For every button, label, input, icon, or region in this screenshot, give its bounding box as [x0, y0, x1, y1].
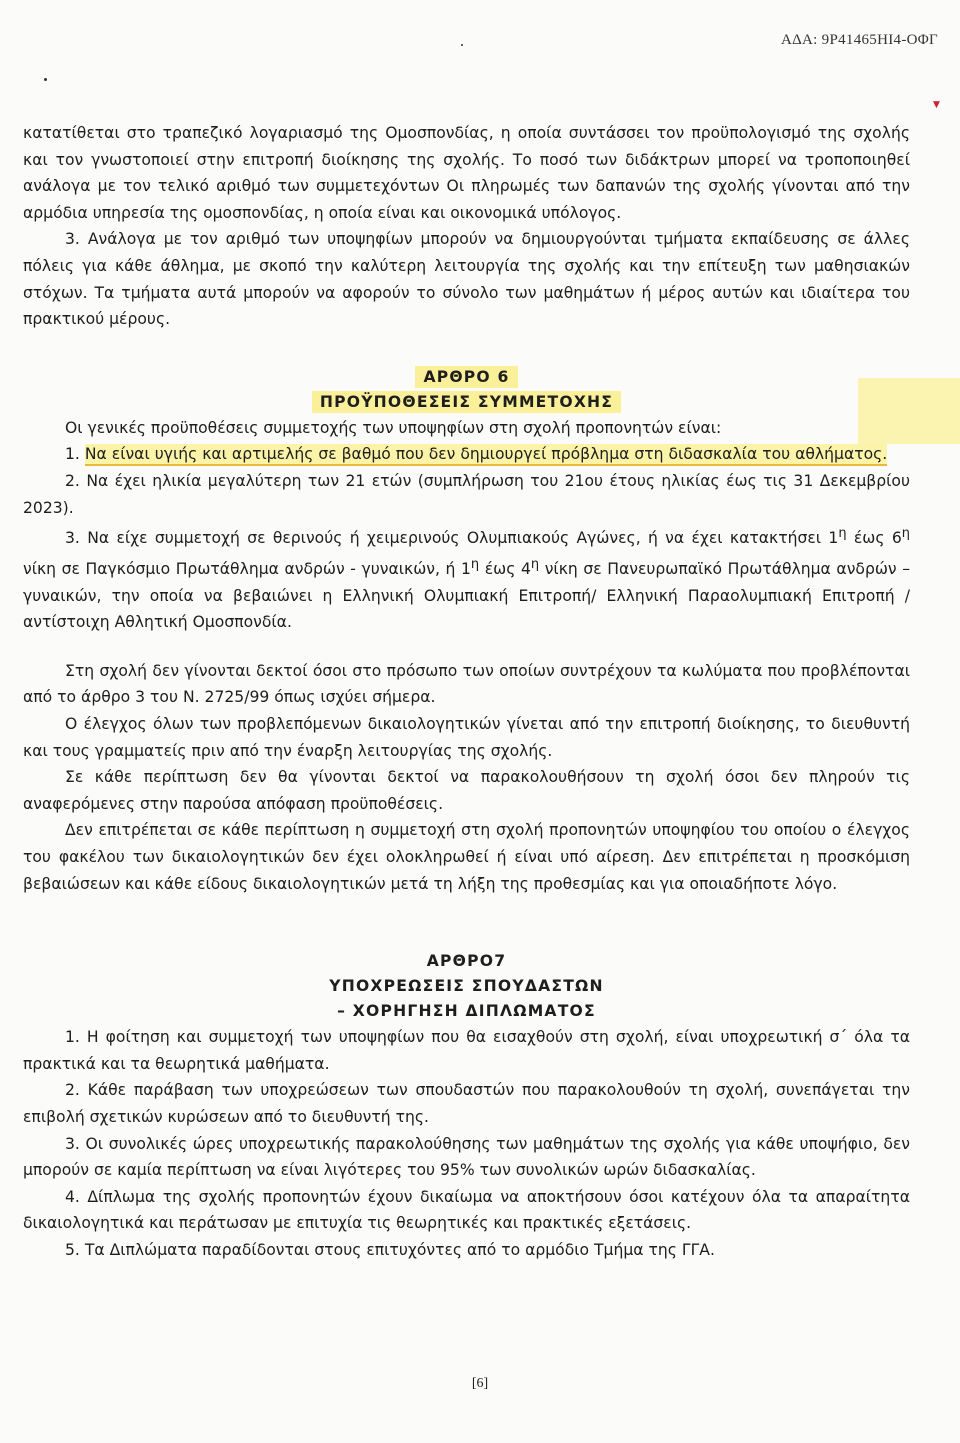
article-7-item: 2. Κάθε παράβαση των υποχρεώσεων των σπουδαστών που παρακολουθούν τη σχολή, συνεπάγεται την επιβολή σχετικών κυρώσεων από το διευθυντή της.: [23, 1081, 910, 1126]
article-6-subtitle: ΠΡΟΫΠΟΘΕΣΕΙΣ ΣΥΜΜΕΤΟΧΗΣ: [23, 390, 910, 415]
scan-dot: [461, 44, 463, 46]
paragraph-not-allowed: Δεν επιτρέπεται σε κάθε περίπτωση η συμμετοχή στη σχολή προπονητών υποψηφίου του οποίου ο έλεγχος του φακέλου των δικαιολογητικών δεν έχει ολοκληρωθεί ή είναι υπό αίρεση. Δεν επιτρέπεται η προσκόμιση βεβαιώσεων και κάθε είδους δικαιολογητικών μετά τη λήξη της προθεσμίας και για οποιαδήποτε λόγο.: [23, 821, 910, 893]
scan-dot: [44, 78, 47, 81]
document-body: [23, 120, 910, 1264]
article-6-item-2: 2. Να έχει ηλικία μεγαλύτερη των 21 ετών (συμπλήρωση του 21ου έτους ηλικίας έως τις 31 Δεκεμβρίου 2023).: [23, 471, 910, 517]
red-mark-icon: ▼: [933, 100, 940, 110]
article-6-title: ΑΡΘΡΟ 6: [23, 365, 910, 390]
article-6-intro: Οι γενικές προϋποθέσεις συμμετοχής των υποψηφίων στη σχολή προπονητών είναι:: [65, 418, 722, 437]
highlighted-text: Να είναι υγιής και αρτιμελής σε βαθμό που δεν δημιουργεί πρόβλημα στη διδασκαλία του αθλήματος.: [84, 445, 888, 464]
article-7-title: ΑΡΘΡΟ7: [426, 952, 507, 971]
ada-code: ΑΔΑ: 9Ρ41465ΗΙ4-ΟΦΓ: [780, 32, 938, 48]
article-6-item-3: 3. Να είχε συμμετοχή σε θερινούς ή χειμερινούς Ολυμπιακούς Αγώνες, ή να έχει κατακτήσει $1^\eta$ έως $6^\eta$ νίκη σε Παγκόσμιο Πρωτάθλημα ανδρών - γυναικών, ή $1^\eta$ έως $4^\eta$ νίκη σε Πανευρωπαϊκό Πρωτάθλημα ανδρών – γυναικών, την οποία να βεβαιώνει η Ελληνική Ολυμπιακή Επιτροπή/ Ελληνική Παραολυμπιακή Επιτροπή / αντίστοιχη Αθλητική Ομοσπονδία.: [23, 526, 910, 632]
article-7-subtitle-2: – ΧΟΡΗΓΗΣΗ ΔΙΠΛΩΜΑΤΟΣ: [337, 1002, 596, 1021]
article-7-item: 5. Τα Διπλώματα παραδίδονται στους επιτυχόντες από το αρμόδιο Τμήμα της ΓΓΑ.: [65, 1240, 715, 1259]
article-6-item-1: 1. Να είναι υγιής και αρτιμελής σε βαθμό που δεν δημιουργεί πρόβλημα στη διδασκαλία του αθλήματος.: [65, 445, 888, 464]
paragraph-departments: 3. Ανάλογα με τον αριθμό των υποψηφίων μπορούν να δημιουργούνται τμήματα εκπαίδευσης σε άλλες πόλεις για κάθε άθλημα, με σκοπό την καλύτερη λειτουργία της σχολής και την επίτευξη των μαθησιακών στόχων. Τα τμήματα αυτά μπορούν να αφορούν το σύνολο των μαθημάτων ή μέρος αυτών και ιδιαίτερα του πρακτικού μέρους.: [23, 230, 910, 329]
page-number: [6]: [471, 1376, 489, 1391]
paragraph-exclusions: Στη σχολή δεν γίνονται δεκτοί όσοι στο πρόσωπο των οποίων συντρέχουν τα κωλύματα που προβλέπονται από το άρθρο 3 του Ν. 2725/99 όπως ισχύει σήμερα.: [23, 661, 910, 707]
paragraph-not-accepted: Σε κάθε περίπτωση δεν θα γίνονται δεκτοί να παρακολουθήσουν τη σχολή όσοι δεν πληρούν τις αναφερόμενες στην παρούσα απόφαση προϋποθέσεις.: [23, 768, 910, 813]
paragraph-check: Ο έλεγχος όλων των προβλεπόμενων δικαιολογητικών γίνεται από την επιτροπή διοίκησης, το διευθυντή και τους γραμματείς πριν από την έναρξη λειτουργίας της σχολής.: [23, 715, 910, 760]
article-7-item: 1. Η φοίτηση και συμμετοχή των υποψηφίων που θα εισαχθούν στη σχολή, είναι υποχρεωτική σ΄ όλα τα πρακτικά και τα θεωρητικά μαθήματα.: [23, 1028, 910, 1073]
article-7-item: 3. Οι συνολικές ώρες υποχρεωτικής παρακολούθησης των μαθημάτων της σχολής για κάθε υποψήφιο, δεν μπορούν σε καμία περίπτωση να είναι λιγότερες του 95% των συνολικών ωρών διδασκαλίας.: [23, 1134, 910, 1180]
article-7-subtitle: ΥΠΟΧΡΕΩΣΕΙΣ ΣΠΟΥΔΑΣΤΩΝ: [329, 977, 604, 996]
paragraph-tuition: κατατίθεται στο τραπεζικό λογαριασμό της Ομοσπονδίας, η οποία συντάσσει τον προϋπολογισμό της σχολής και τον γνωστοποιεί στην επιτροπή διοίκησης της σχολής. Το ποσό των διδάκτρων μπορεί να τροποποιηθεί ανάλογα με τον τελικό αριθμό των συμμετεχόντων Οι πληρωμές των δαπανών της σχολής γίνονται από την αρμόδια υπηρεσία της ομοσπονδίας, η οποία είναι και οικονομικά υπόλογος.: [23, 124, 910, 222]
article-7-item: 4. Δίπλωμα της σχολής προπονητών έχουν δικαίωμα να αποκτήσουν όσοι κατέχουν όλα τα απαραίτητα δικαιολογητικά και περάτωσαν με επιτυχία τις θεωρητικές και πρακτικές εξετάσεις.: [23, 1187, 910, 1233]
